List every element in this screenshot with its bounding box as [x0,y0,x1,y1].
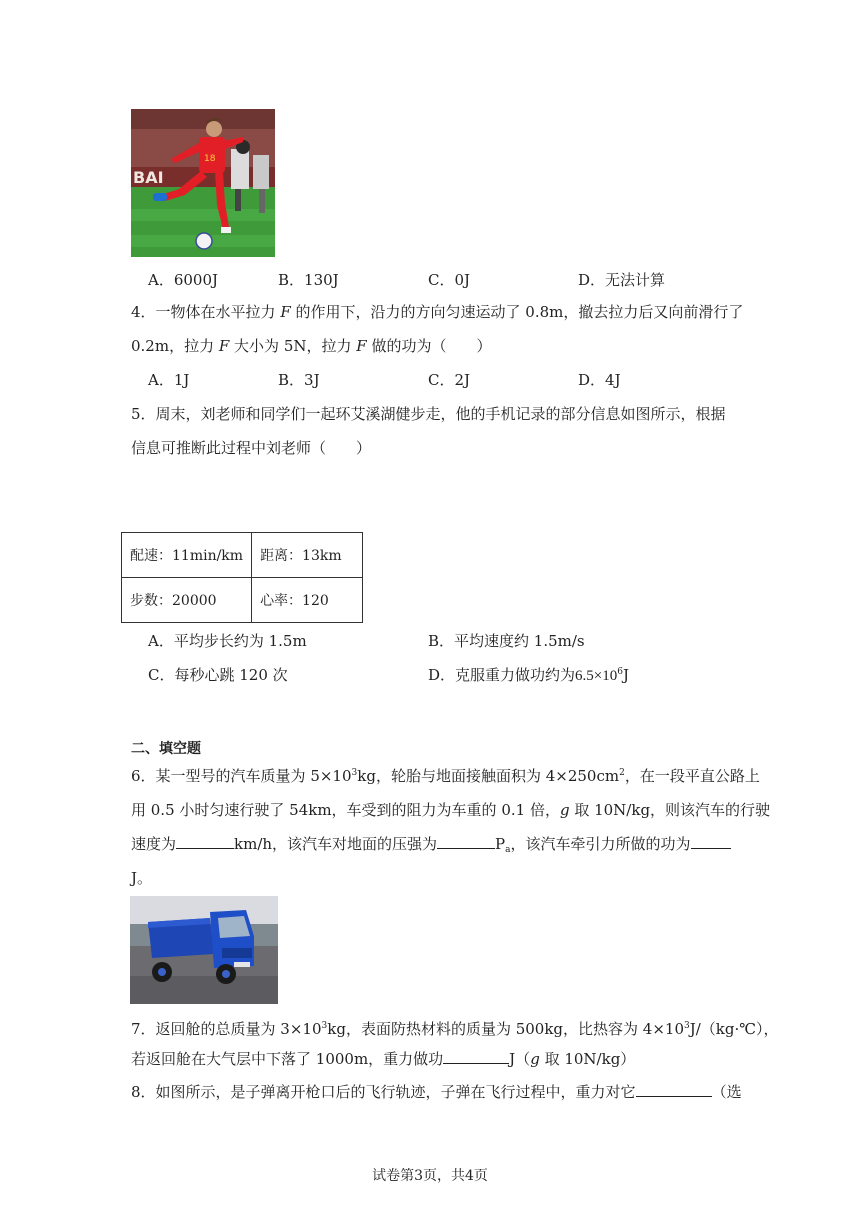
q7-stem-line2: 若返回舱在大气层中下落了 1000m，重力做功 J（g 取 10N/kg） [131,1050,636,1068]
stadium-banner-text: BAI [133,168,164,187]
q6-stem-line3: 速度为 km/h，该汽车对地面的压强为 $P_a$，该汽车牵引力所做的功为 [131,834,731,854]
q4-option-b: B．3J [278,371,320,389]
q8-stem-line1: 8．如图所示，是子弹离开枪口后的飞行轨迹，子弹在飞行过程中，重力对它 （选 [131,1083,742,1101]
q3-option-b: B．130J [278,271,339,289]
q5-option-a: A．平均步长约为 1.5m [148,632,307,650]
q4-option-c: C．2J [428,371,471,389]
q6-blank-pressure[interactable] [437,834,495,849]
q3-option-c: C．0J [428,271,471,289]
pace-cell: 配速：11min/km [122,533,252,578]
q7-blank-work[interactable] [443,1049,509,1064]
q4-option-a: A．1J [148,371,190,389]
soccer-player-photo [131,109,275,257]
heart-rate-cell: 心率：120 [252,578,363,623]
q5-option-b: B．平均速度约 1.5m/s [428,632,585,650]
steps-cell: 步数：20000 [122,578,252,623]
q6-stem-line1: 6．某一型号的汽车质量为 $5\times 10^3kg$，轮胎与地面接触面积为 $4\times 250cm^2$，在一段平直公路上 [131,767,760,785]
truck-photo [130,896,278,1004]
fitness-record-table [121,532,363,623]
page-footer: 试卷第3页，共4页 [372,1168,488,1184]
q8-blank[interactable] [636,1082,712,1097]
jersey-number: 18 [204,154,216,164]
section-title-fill-in: 二、填空题 [131,741,201,757]
q6-stem-line4: J。 [131,869,153,887]
q5-option-c: C．每秒心跳 120 次 [148,666,288,684]
q6-blank-work[interactable] [691,834,731,849]
q5-option-d: D．克服重力做功约为$6.5\times 10^6J$ [428,666,629,684]
q3-option-a: A．6000J [148,271,219,289]
q4-stem-line2: 0.2m，拉力 F 大小为 5N，拉力 F 做的功为（ ） [131,337,492,355]
q7-stem-line1: 7．返回舱的总质量为 $3\times 10^3kg$，表面防热材料的质量为 500kg，比热容为 $4\times 10^3J/(kg\cdot℃)$， [131,1020,779,1038]
q4-stem-line1: 4．一物体在水平拉力 F 的作用下，沿力的方向匀速运动了 0.8m，撤去拉力后又向前滑行了 [131,303,744,321]
q4-option-d: D．4J [578,371,621,389]
q3-option-d: D．无法计算 [578,271,666,289]
q5-stem-line1: 5．周末，刘老师和同学们一起环艾溪湖健步走，他的手机记录的部分信息如图所示，根据 [131,405,726,423]
q6-stem-line2: 用 0.5 小时匀速行驶了 54km，车受到的阻力为车重的 0.1 倍，g 取 10N/kg，则该汽车的行驶 [131,801,771,819]
q6-blank-speed[interactable] [176,834,234,849]
q5-stem-line2: 信息可推断此过程中刘老师（ ） [131,439,372,457]
distance-cell: 距离：13km [252,533,363,578]
